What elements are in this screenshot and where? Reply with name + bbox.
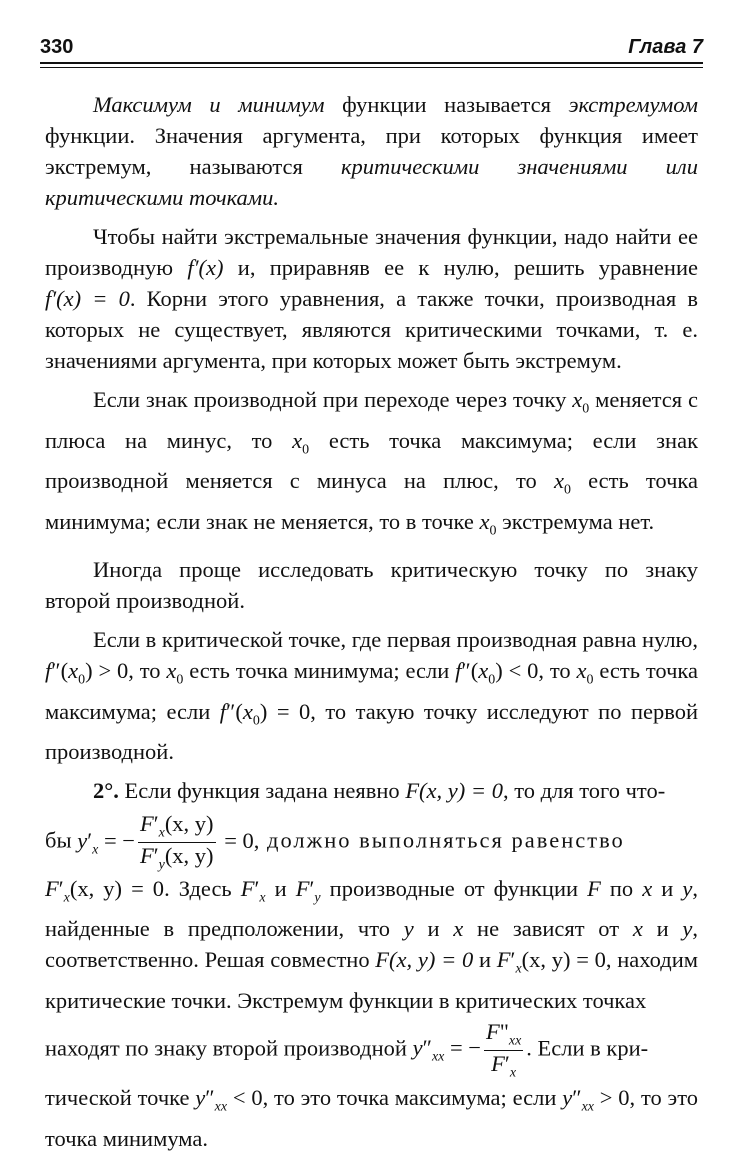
text: тической точке: [45, 1085, 196, 1111]
formula-x0: $x_0$: [572, 387, 590, 417]
formula-implicit-derivative: $y'_x$ = − $\frac{F'_x(x, y)}{F'_y(x, y)}$ = 0,: [77, 811, 260, 873]
text: , то это точка максимума; если: [262, 1085, 563, 1111]
line-second-derivative-conclusion: [45, 1082, 698, 1154]
text: функции называется: [324, 92, 569, 117]
formula-partial-y: $F'_y$: [295, 875, 321, 906]
formula-x0: $x_0$: [553, 468, 571, 498]
symbol: x: [453, 916, 464, 942]
line-implicit-derivative: [45, 812, 698, 873]
text: . Если в кри-: [526, 1035, 649, 1061]
term-extremum: экстремумом: [568, 92, 699, 117]
text: Если функция задана неявно: [118, 778, 406, 803]
formula-second-derivative-positive: $f''(x_0) > 0$: [45, 658, 129, 688]
symbol: x: [642, 875, 653, 901]
formula-implicit-equation: F(x, y) = 0: [375, 947, 474, 973]
text: . Корни этого уравнения, а также точки, производная в которых не существует, являются критическими точками, т. е. значениями аргумента, при которых может быть экстремум.: [45, 286, 698, 373]
paragraph-implicit-continued: [45, 873, 698, 1016]
text: , то: [538, 658, 577, 683]
text: . Здесь: [164, 875, 241, 901]
text: Иногда проще исследовать критическую точку по знаку второй производной.: [45, 557, 698, 613]
text: , соответственно. Решая совместно: [45, 916, 698, 973]
text: и: [413, 916, 454, 942]
chapter-title: Глава 7: [628, 36, 703, 58]
text: производные от функции: [320, 875, 588, 901]
paragraph-extremum-definition: [45, 89, 698, 213]
text: должно выполняться равенство: [259, 827, 625, 853]
text: меняется с плюса на минус, то: [45, 387, 698, 453]
symbol: x: [632, 916, 643, 942]
paragraph-sign-change: [45, 384, 698, 546]
text: , находим критические точки. Экстремум функции в критических точках: [45, 947, 698, 1013]
text: , то для того что-: [502, 778, 666, 803]
symbol: y: [682, 875, 693, 901]
text: , то это точка минимума.: [45, 1085, 698, 1151]
text: функции. Значения аргумента, при которых функция имеет экстремум, называются: [45, 123, 698, 179]
formula-second-derivative-negative: $f''(x_0) < 0$: [455, 658, 539, 688]
formula-partial-x-zero: $F'_x(x$, y) = 0: [45, 875, 165, 906]
text: и: [642, 916, 683, 942]
text: по: [600, 875, 643, 901]
running-header: [40, 36, 703, 62]
paragraph-implicit-function: [45, 775, 698, 806]
text: Если в критической точке, где первая производная равна нулю,: [93, 627, 698, 652]
text: , то такую точку исследуют по первой производной.: [45, 698, 698, 764]
text: есть точка минимума; если: [183, 658, 456, 683]
term-critical-points: критическими значениями или критическими точками.: [45, 154, 698, 210]
paragraph-second-derivative-test: [45, 624, 698, 767]
text: есть точка максимума; если знак производной меняется с минуса на плюс, то: [45, 427, 699, 493]
formula-derivative: f′(x): [187, 255, 224, 280]
symbol: y: [403, 916, 414, 942]
text: Если знак производной при переходе через точку: [93, 387, 573, 412]
fraction-second-derivative: $\frac{F"_{xx}}{F'_x}$: [485, 1018, 522, 1081]
symbol: y: [682, 916, 693, 942]
text: , то: [128, 658, 167, 683]
text: находят по знаку второй производной: [45, 1035, 413, 1061]
text: бы: [45, 827, 78, 853]
text: , найденные в предположении, что: [45, 875, 698, 942]
formula-x0: $x_0$: [166, 658, 184, 688]
formula-partial-x: $F'_x$: [240, 875, 266, 906]
formula-derivative-zero: f′(x) = 0: [45, 286, 130, 311]
header-rule-thin: [40, 67, 703, 68]
symbol: F: [587, 875, 601, 901]
formula-yxx-negative: $y''_{xx} < 0$: [195, 1085, 263, 1115]
text: есть точка минимума; если знак не меняется, то в точке: [45, 468, 698, 534]
text: и: [652, 875, 683, 901]
formula-yxx-positive: $y''_{xx} > 0$: [562, 1085, 630, 1115]
text: не зависят от: [463, 916, 633, 942]
page-body: [45, 89, 698, 1154]
formula-x0: $x_0$: [292, 427, 310, 457]
page-number: 330: [40, 36, 74, 58]
paragraph-finding-extrema: [45, 221, 698, 376]
formula-x0: $x_0$: [576, 658, 594, 688]
formula-second-derivative-implicit: $y''_{xx}$ = − $\frac{F"_{xx}}{F'_x}$: [412, 1018, 522, 1081]
formula-implicit-equation: F(x, y) = 0: [405, 778, 503, 803]
line-second-derivative-formula: [45, 1020, 698, 1081]
formula-x0: $x_0$: [479, 508, 497, 538]
formula-partial-x-zero: $F'_x(x$, y) = 0: [496, 947, 606, 977]
text: и, приравняв ее к нулю, решить уравнение: [223, 255, 698, 280]
term-max-min: Максимум и минимум: [93, 92, 325, 117]
formula-second-derivative-zero: $f''(x_0) = 0$: [219, 698, 311, 728]
text: экстремума нет.: [496, 508, 655, 534]
section-label: 2°.: [93, 778, 119, 803]
paragraph-second-derivative-intro: [45, 554, 698, 616]
header-rule-thick: [40, 62, 703, 64]
text: Чтобы найти экстремальные значения функции, надо найти ее производную: [45, 224, 698, 280]
text: и: [473, 947, 497, 973]
fraction-partial-derivatives: $\frac{F'_x(x, y)}{F'_y(x, y)}$: [139, 811, 214, 873]
text: есть точка максимума; если: [45, 658, 698, 724]
text: и: [265, 875, 296, 901]
